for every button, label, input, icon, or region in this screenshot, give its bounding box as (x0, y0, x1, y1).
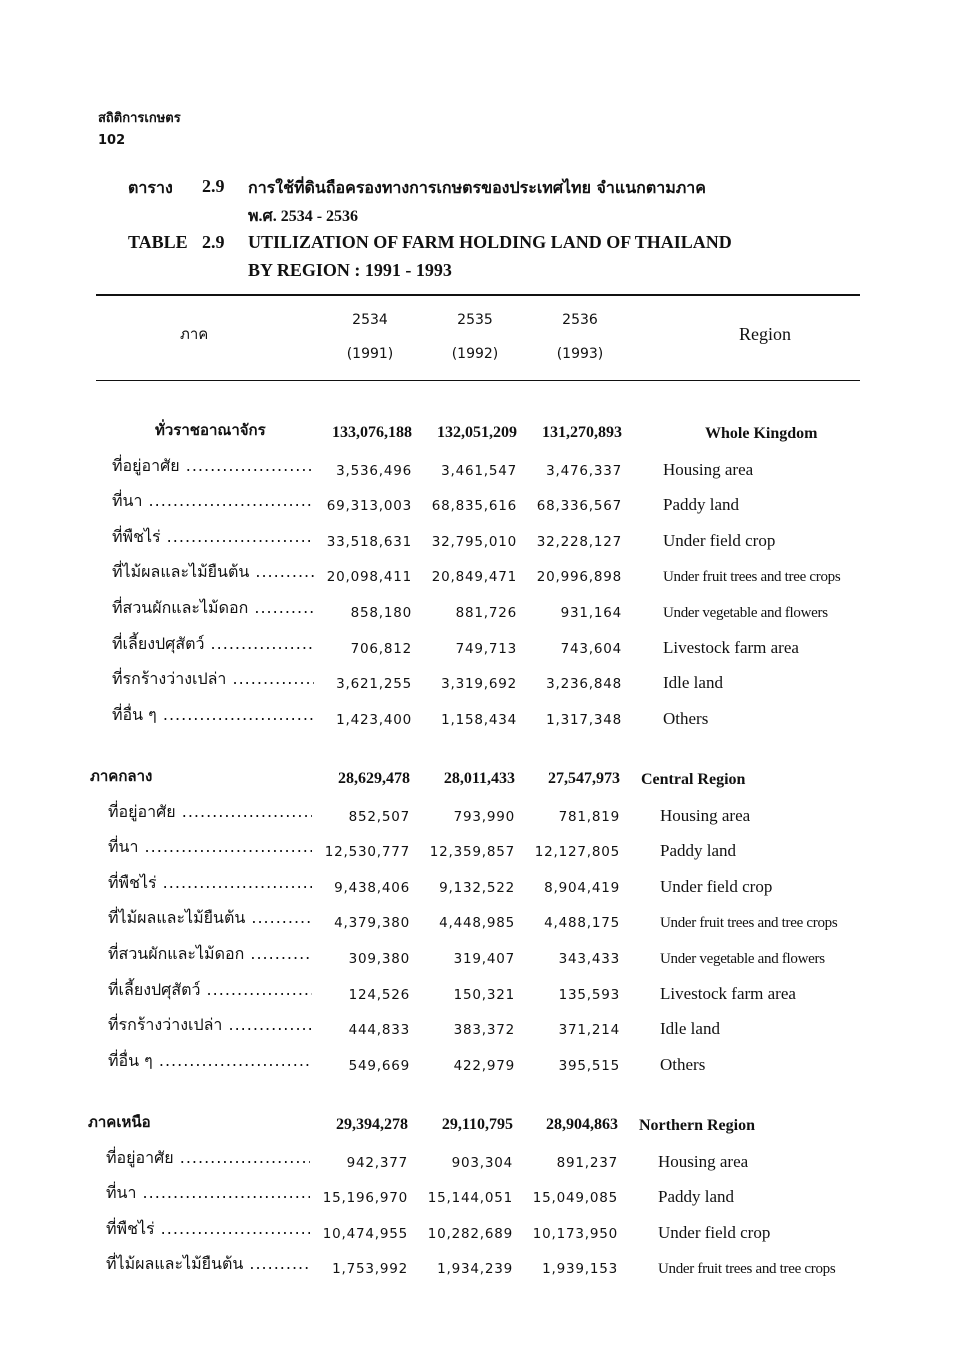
year-2534-header: 2534 (352, 312, 388, 328)
row-thai-label: ที่พืชไร่ ..... (106, 1217, 310, 1242)
row-thai-label: ที่รกร้างว่างเปล่า ..... (112, 667, 314, 692)
row-value: 1,317,348 (546, 711, 622, 728)
row-value: 33,518,631 (326, 533, 412, 550)
table-row (0, 871, 966, 907)
section-total-row (0, 1110, 966, 1146)
table-row (0, 560, 966, 596)
row-value: 881,726 (455, 605, 517, 621)
row-en-label: Paddy land (658, 1187, 735, 1207)
row-value: 444,833 (348, 1022, 410, 1039)
row-value: 1,939,153 (542, 1261, 618, 1278)
row-value: 135,593 (558, 986, 620, 1003)
section-total-value: 132,051,209 (437, 424, 517, 441)
thai-title-line1: การใช้ที่ดินถือครองทางการเกษตรของประเทศไทย จำแนกตามภาค (248, 178, 706, 197)
row-thai-label: ที่นา ..... (112, 489, 314, 514)
row-en-label: Under field crop (663, 530, 776, 550)
row-value: 931,164 (560, 605, 622, 621)
header-rule (96, 380, 860, 381)
row-value: 3,476,337 (546, 462, 622, 479)
row-value: 20,098,411 (326, 569, 412, 586)
section-total-value: 28,904,863 (546, 1116, 618, 1133)
row-thai-label: ที่นา ..... (106, 1181, 310, 1206)
row-value: 1,934,239 (437, 1261, 513, 1278)
row-thai-label: ที่ไม้ผลและไม้ยืนต้น ..... (108, 906, 312, 931)
row-value: 15,049,085 (532, 1190, 618, 1207)
row-value: 383,372 (453, 1022, 515, 1039)
row-en-label: Under field crop (658, 1222, 771, 1242)
row-thai-label: ที่อื่น ๆ ..... (112, 703, 314, 728)
row-en-label: Paddy land (660, 841, 737, 861)
row-value: 549,669 (348, 1057, 410, 1074)
row-en-label: Under vegetable and flowers (660, 951, 825, 967)
row-value: 4,488,175 (544, 915, 620, 932)
row-en-label: Idle land (663, 673, 723, 693)
table-row (0, 489, 966, 525)
row-value: 891,237 (556, 1154, 618, 1171)
row-value: 781,819 (558, 808, 620, 825)
row-en-label: Under fruit trees and tree crops (663, 569, 841, 586)
row-value: 942,377 (346, 1154, 408, 1171)
section-total-value: 28,629,478 (338, 770, 410, 787)
row-value: 3,461,547 (441, 462, 517, 479)
row-value: 319,407 (453, 951, 515, 967)
row-value: 15,144,051 (427, 1190, 513, 1207)
row-en-label: Idle land (660, 1019, 720, 1039)
section-total-value: 28,011,433 (443, 770, 515, 787)
row-thai-label: ที่อยู่อาศัย ..... (112, 454, 314, 479)
row-value: 852,507 (348, 808, 410, 825)
section-thai-label: ทั่วราชอาณาจักร (155, 421, 266, 439)
en-region-header: Region (739, 324, 791, 344)
thai-table-number: 2.9 (202, 176, 225, 196)
row-value: 743,604 (560, 640, 622, 657)
row-value: 422,979 (453, 1057, 515, 1074)
table-row (0, 800, 966, 836)
row-en-label: Housing area (660, 805, 751, 825)
row-value: 69,313,003 (326, 498, 412, 515)
table-row (0, 667, 966, 703)
row-value: 1,423,400 (336, 711, 412, 728)
section-total-value: 133,076,188 (332, 424, 412, 441)
top-rule (96, 294, 860, 296)
row-value: 371,214 (558, 1022, 620, 1039)
row-en-label: Under fruit trees and tree crops (658, 1261, 836, 1278)
row-value: 150,321 (453, 986, 515, 1003)
row-thai-label: ที่สวนผักและไม้ดอก ..... (112, 596, 314, 621)
section-total-value: 131,270,893 (542, 424, 622, 441)
row-en-label: Housing area (658, 1151, 749, 1171)
row-en-label: Under fruit trees and tree crops (660, 915, 838, 932)
row-value: 3,621,255 (336, 676, 412, 693)
row-thai-label: ที่ไม้ผลและไม้ยืนต้น ..... (112, 560, 314, 585)
row-value: 858,180 (350, 605, 412, 621)
row-thai-label: ที่นา ..... (108, 835, 312, 860)
page-number: 102 (98, 133, 126, 148)
table-row (0, 942, 966, 978)
row-value: 12,127,805 (534, 844, 620, 861)
en-table-number: 2.9 (202, 232, 225, 252)
row-value: 749,713 (455, 640, 517, 657)
row-value: 68,835,616 (431, 498, 517, 515)
row-value: 903,304 (451, 1154, 513, 1171)
row-value: 124,526 (348, 986, 410, 1003)
row-value: 10,474,955 (322, 1225, 408, 1242)
row-value: 309,380 (348, 951, 410, 967)
row-en-label: Under field crop (660, 876, 773, 896)
row-thai-label: ที่พืชไร่ ..... (112, 525, 314, 550)
row-value: 8,904,419 (544, 879, 620, 896)
row-value: 10,173,950 (532, 1225, 618, 1242)
table-row (0, 906, 966, 942)
table-row (0, 1252, 966, 1288)
row-value: 343,433 (558, 951, 620, 967)
year-1992-header: (1992) (451, 346, 499, 362)
thai-title-line2: พ.ศ. 2534 - 2536 (248, 208, 359, 225)
row-thai-label: ที่ไม้ผลและไม้ยืนต้น ..... (106, 1252, 310, 1277)
table-row (0, 703, 966, 739)
row-value: 10,282,689 (427, 1225, 513, 1242)
row-value: 1,753,992 (332, 1261, 408, 1278)
row-value: 793,990 (453, 808, 515, 825)
row-thai-label: ที่อยู่อาศัย ..... (108, 800, 312, 825)
table-row (0, 1013, 966, 1049)
table-row (0, 1217, 966, 1253)
year-2536-header: 2536 (562, 312, 598, 328)
section-thai-label: ภาคกลาง (90, 767, 153, 785)
thai-table-label: ตาราง (128, 178, 173, 197)
en-table-label: TABLE (128, 232, 188, 252)
section-total-value: 29,394,278 (336, 1116, 408, 1133)
row-thai-label: ที่อยู่อาศัย ..... (106, 1146, 310, 1171)
row-value: 4,448,985 (439, 915, 515, 932)
row-value: 15,196,970 (322, 1190, 408, 1207)
year-1991-header: (1991) (346, 346, 394, 362)
row-thai-label: ที่เลี้ยงปศุสัตว์ ..... (112, 632, 314, 657)
row-thai-label: ที่เลี้ยงปศุสัตว์ ..... (108, 978, 312, 1003)
row-value: 20,849,471 (431, 569, 517, 586)
table-row (0, 835, 966, 871)
row-value: 9,132,522 (439, 879, 515, 896)
table-row (0, 978, 966, 1014)
en-title-line2: BY REGION : 1991 - 1993 (248, 260, 452, 280)
row-value: 32,228,127 (536, 533, 622, 550)
table-row (0, 1049, 966, 1085)
row-en-label: Under vegetable and flowers (663, 605, 828, 621)
row-thai-label: ที่อื่น ๆ ..... (108, 1049, 312, 1074)
row-value: 32,795,010 (431, 533, 517, 550)
section-en-label: Northern Region (639, 1117, 755, 1134)
row-thai-label: ที่สวนผักและไม้ดอก ..... (108, 942, 312, 967)
row-en-label: Housing area (663, 459, 754, 479)
row-en-label: Paddy land (663, 495, 740, 515)
table-row (0, 1181, 966, 1217)
row-value: 9,438,406 (334, 879, 410, 896)
row-value: 12,530,777 (324, 844, 410, 861)
row-en-label: Others (660, 1054, 706, 1074)
row-thai-label: ที่พืชไร่ ..... (108, 871, 312, 896)
row-value: 68,336,567 (536, 498, 622, 515)
row-en-label: Livestock farm area (663, 637, 799, 657)
section-total-row (0, 764, 966, 800)
row-en-label: Others (663, 708, 709, 728)
en-title-line1: UTILIZATION OF FARM HOLDING LAND OF THAILAND (248, 232, 732, 252)
row-value: 395,515 (558, 1057, 620, 1074)
row-thai-label: ที่รกร้างว่างเปล่า ..... (108, 1013, 312, 1038)
book-title: สถิติการเกษตร (98, 111, 181, 126)
section-en-label: Central Region (641, 771, 746, 788)
row-value: 3,536,496 (336, 462, 412, 479)
row-value: 3,319,692 (441, 676, 517, 693)
thai-region-header: ภาค (180, 325, 209, 343)
section-total-value: 29,110,795 (441, 1116, 513, 1133)
table-row (0, 1146, 966, 1182)
section-total-row (0, 418, 966, 454)
row-value: 12,359,857 (429, 844, 515, 861)
table-row (0, 632, 966, 668)
row-value: 706,812 (350, 640, 412, 657)
row-value: 1,158,434 (441, 711, 517, 728)
table-row (0, 596, 966, 632)
table-row (0, 454, 966, 490)
row-en-label: Livestock farm area (660, 983, 796, 1003)
row-value: 3,236,848 (546, 676, 622, 693)
table-row (0, 525, 966, 561)
section-thai-label: ภาคเหนือ (88, 1113, 151, 1131)
section-en-label: Whole Kingdom (705, 425, 818, 442)
row-value: 4,379,380 (334, 915, 410, 932)
page-header (98, 108, 181, 152)
row-value: 20,996,898 (536, 569, 622, 586)
year-1993-header: (1993) (556, 346, 604, 362)
section-total-value: 27,547,973 (548, 770, 620, 787)
year-2535-header: 2535 (457, 312, 493, 328)
